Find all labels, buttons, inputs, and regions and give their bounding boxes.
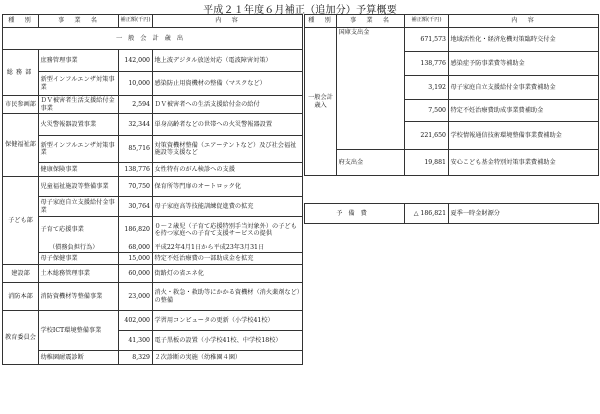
item-name: 母子保健事業 [39,253,119,265]
table-row [3,243,303,253]
item-amount: 3,192 [405,76,449,100]
item-amount: 10,000 [119,72,153,96]
item-content: 単身高齢者などの世帯への火災警報器設置 [153,114,303,136]
item-content: 平成22年4月1日から平成23年3月31日 [153,243,303,253]
category-revenue: 一般会計歳入 [305,28,337,176]
item-name: 庶務管理事業 [39,50,119,72]
header-item: 事 業 名 [39,15,119,28]
item-name: 健康保険事業 [39,163,119,177]
item-name: 新型インフルエンザ対策事業 [39,72,119,96]
item-content: ０～２歳児（子育て応援特別手当対象外）の子どもを持つ家庭への子育て支援サービスの提供 [153,217,303,243]
item-content: 特定不妊治療費助成事業費補助金 [449,100,599,122]
item-amount: 23,000 [119,283,153,311]
category-hoken: 保健福祉部 [3,114,39,177]
item-name: 児童福祉施設等整備事業 [39,177,119,197]
item-amount: 221,650 [405,122,449,150]
item-amount: 70,750 [119,177,153,197]
header-amount: 補正額(千円) [405,15,449,28]
item-content: 学校情報通信技術環境整備事業費補助金 [449,122,599,150]
table-row [3,72,303,96]
table-row [3,351,303,365]
reserve-amount: △ 186,821 [405,204,449,224]
item-amount: 19,881 [405,150,449,176]
item-content: 母子家庭高等技能訓練促進費の拡充 [153,197,303,217]
item-content: 消火・救急・救助等にかかる資機材（消火薬剤など）の整備 [153,283,303,311]
table-row [305,150,599,176]
section-row [3,28,303,50]
header-amount: 補正額(千円) [119,15,153,28]
item-name: 子育て応援事業 [39,217,119,243]
item-name: （債務負担行為） [39,243,119,253]
item-amount: 138,776 [119,163,153,177]
item-amount: 7,500 [405,100,449,122]
item-amount: 68,000 [119,243,153,253]
item-content: 女性特有のがん検診への支援 [153,163,303,177]
item-amount: 186,820 [119,217,153,243]
reserve-row [305,204,599,224]
item-amount: 138,776 [405,52,449,76]
table-row [3,114,303,136]
table-row [3,163,303,177]
page-title: 平成２１年度６月補正（追加分）予算概要 [203,5,397,16]
item-amount: 41,300 [119,331,153,351]
item-content: ２次診断の実施（幼稚園４園） [153,351,303,365]
item-amount: 142,000 [119,50,153,72]
item-amount: 8,329 [119,351,153,365]
item-name: 新型インフルエンザ対策事業 [39,136,119,163]
header-type: 種 別 [3,15,39,28]
item-content: 安心こども基金特別対策事業費補助金 [449,150,599,176]
category-kensetsu: 建設部 [3,265,39,283]
category-shimin: 市民参画部 [3,96,39,114]
spacer-row [305,176,599,204]
revenue-table [304,14,599,224]
table-row [3,136,303,163]
item-content: 地域活性化・経済危機対策臨時交付金 [449,28,599,52]
item-content: 学習用コンピュータの更新（小学校41校） [153,311,303,331]
item-amount: 85,716 [119,136,153,163]
item-name: 国庫支出金 [337,28,405,150]
item-name: 府支出金 [337,150,405,176]
header-content: 内 容 [449,15,599,28]
table-header-row [305,15,599,28]
item-name: 幼稚園耐震診断 [39,351,119,365]
header-type: 種 別 [305,15,337,28]
table-row [3,197,303,217]
header-content: 内 容 [153,15,303,28]
spacer [305,176,599,204]
item-amount: 2,594 [119,96,153,114]
table-row [3,283,303,311]
header-item: 事 業 名 [337,15,405,28]
item-amount: 30,764 [119,197,153,217]
item-content: 電子黒板の設置（小学校41校、中学校18校） [153,331,303,351]
category-kyoiku: 教育委員会 [3,311,39,365]
table-row [3,96,303,114]
item-content: 街路灯の省エネ化 [153,265,303,283]
item-content: 特定不妊治療費の一部助成金を拡充 [153,253,303,265]
item-amount: 402,000 [119,311,153,331]
category-kodomo: 子ども部 [3,177,39,265]
table-row [305,28,599,52]
reserve-label: 予備費 [305,204,405,224]
item-content: ＤＶ被害者への生活支援給付金の給付 [153,96,303,114]
table-row [3,311,303,331]
item-name: 学校ICT環境整備事業 [39,311,119,351]
reserve-content: 夏季一時金財源分 [449,204,599,224]
table-row [3,253,303,265]
item-content: 対策資機材整備（エアーテントなど）及び社会福祉施設等支援など [153,136,303,163]
table-row [3,265,303,283]
item-content: 母子家庭自立支援給付金事業費補助金 [449,76,599,100]
expenditure-table [2,14,303,365]
item-amount: 60,000 [119,265,153,283]
item-name: 土木総務管理事業 [39,265,119,283]
general-expense-label: 一般会計歳出 [3,28,303,50]
item-content: 地上波デジタル放送対応（電波障害対策） [153,50,303,72]
item-name: 消防資機材等整備事業 [39,283,119,311]
item-content: 保育所等門扉のオートロック化 [153,177,303,197]
item-name: 火災警報器設置事業 [39,114,119,136]
table-row [3,50,303,72]
item-amount: 671,573 [405,28,449,52]
item-name: ＤＶ被害者生活支援給付金事業 [39,96,119,114]
table-row [3,177,303,197]
table-row [3,217,303,243]
item-name: 母子家庭自立支援給付金事業 [39,197,119,217]
category-shobo: 消防本部 [3,283,39,311]
item-content: 感染防止用資機材の整備（マスクなど） [153,72,303,96]
table-header-row [3,15,303,28]
item-amount: 32,344 [119,114,153,136]
item-content: 感染症予防事業費等補助金 [449,52,599,76]
item-amount: 15,000 [119,253,153,265]
category-somu: 総務部 [3,50,39,96]
